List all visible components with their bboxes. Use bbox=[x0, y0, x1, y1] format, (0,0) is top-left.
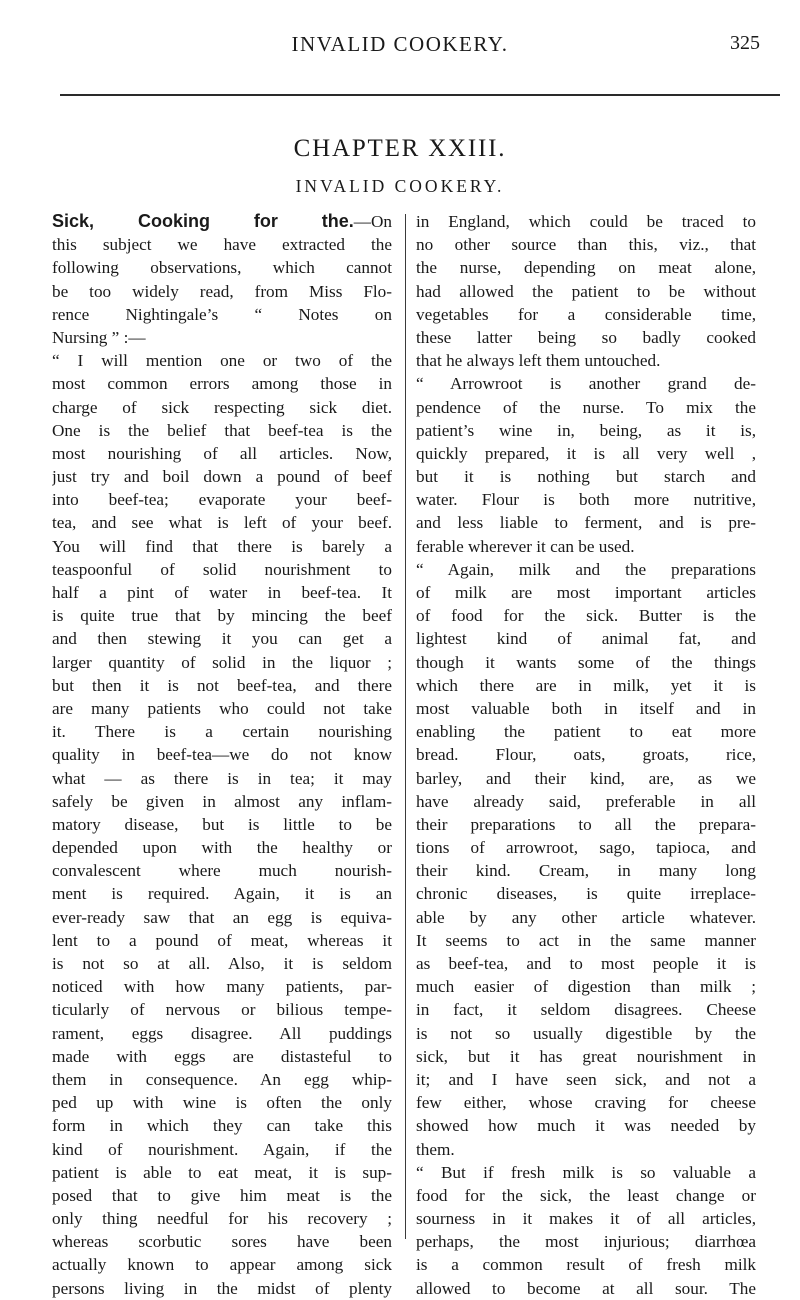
text-line: ment is required. Again, it is an bbox=[52, 884, 392, 904]
text-line: tions of arrowroot, sago, tapioca, and bbox=[416, 838, 756, 858]
text-line: showed how much it was needed by bbox=[416, 1116, 756, 1136]
text-line: the nurse, depending on meat alone, bbox=[416, 258, 756, 278]
text-line: into beef-tea; evaporate your beef- bbox=[52, 490, 392, 510]
text-line: Nursing ” :— bbox=[52, 327, 146, 347]
text-line: their kind. Cream, in many long bbox=[416, 861, 756, 881]
text-line: “ Again, milk and the preparations bbox=[416, 559, 756, 579]
text-line: able by any other article whatever. bbox=[416, 907, 756, 927]
text-line: made with eggs are distasteful to bbox=[52, 1046, 392, 1066]
text-line: whereas scorbutic sores have been bbox=[52, 1232, 392, 1252]
text-line: is a common result of fresh milk bbox=[416, 1255, 756, 1275]
text-line: larger quantity of solid in the liquor ; bbox=[52, 652, 392, 672]
text-line: lent to a pound of meat, whereas it bbox=[52, 930, 392, 950]
text-line: convalescent where much nourish- bbox=[52, 861, 392, 881]
text-line: vegetables for a considerable time, bbox=[416, 304, 756, 324]
text-line: just try and boil down a pound of beef bbox=[52, 467, 392, 487]
text-line: ever-ready saw that an egg is equiva- bbox=[52, 907, 392, 927]
text-line: ticularly of nervous or bilious tempe- bbox=[52, 1000, 392, 1020]
text-line: this subject we have extracted the bbox=[52, 235, 392, 255]
text-line: persons living in the midst of plenty bbox=[52, 1278, 392, 1298]
text-line: them. bbox=[416, 1139, 455, 1159]
text-line: following observations, which cannot bbox=[52, 258, 392, 278]
text-line: enabling the patient to eat more bbox=[416, 722, 756, 742]
text-line: it. There is a certain nourishing bbox=[52, 722, 392, 742]
text-line: is not so usually digestible by the bbox=[416, 1023, 756, 1043]
text-line: sourness in it makes it of all articles, bbox=[416, 1209, 756, 1229]
text-line: their preparations to all the prepara- bbox=[416, 814, 756, 834]
text-line: kind of nourishment. Again, if the bbox=[52, 1139, 392, 1159]
text-line: bread. Flour, oats, groats, rice, bbox=[416, 745, 756, 765]
text-line: be too widely read, from Miss Flo- bbox=[52, 281, 392, 301]
text-line: these latter being so badly cooked bbox=[416, 327, 756, 347]
text-line: depended upon with the healthy or bbox=[52, 838, 392, 858]
text-line: but then it is not beef-tea, and there bbox=[52, 675, 392, 695]
text-line: charge of sick respecting sick diet. bbox=[52, 397, 392, 417]
text-line: most valuable both in itself and in bbox=[416, 698, 756, 718]
right-column bbox=[416, 210, 756, 1300]
text-line: barley, and their kind, are, as we bbox=[416, 768, 756, 788]
text-line: and less liable to ferment, and is pre- bbox=[416, 513, 756, 533]
text-line: what — as there is in tea; it may bbox=[52, 768, 392, 788]
page-number: 325 bbox=[730, 32, 760, 54]
text-line: and then stewing it you can get a bbox=[52, 629, 392, 649]
text-line: “ I will mention one or two of the bbox=[52, 351, 392, 371]
text-line: ferable wherever it can be used. bbox=[416, 536, 635, 556]
text-line: allowed to become at all sour. The bbox=[416, 1278, 756, 1298]
text-line: pendence of the nurse. To mix the bbox=[416, 397, 756, 417]
text-line: no other source than this, viz., that bbox=[416, 235, 756, 255]
text-line: have already said, preferable in all bbox=[416, 791, 756, 811]
section-lead-in: Sick, Cooking for the. bbox=[52, 211, 354, 231]
text-line: in fact, it seldom disagrees. Cheese bbox=[416, 1000, 756, 1020]
text-line: most common errors among those in bbox=[52, 374, 392, 394]
text-line: “ But if fresh milk is so valuable a bbox=[416, 1162, 756, 1182]
text-line: quickly prepared, it is all very well , bbox=[416, 443, 756, 463]
running-header bbox=[0, 30, 800, 70]
text-line: is quite true that by mincing the beef bbox=[52, 606, 392, 626]
running-title: INVALID COOKERY. bbox=[291, 32, 509, 56]
text-line: “ Arrowroot is another grand de- bbox=[416, 374, 756, 394]
text-line: noticed with how many patients, par- bbox=[52, 977, 392, 997]
first-line bbox=[52, 210, 392, 233]
text-line: rence Nightingale’s “ Notes on bbox=[52, 304, 392, 324]
text-line: only thing needful for his recovery ; bbox=[52, 1209, 392, 1229]
column-divider bbox=[405, 214, 406, 1239]
text-line: You will find that there is barely a bbox=[52, 536, 392, 556]
text-line: half a pint of water in beef-tea. It bbox=[52, 583, 392, 602]
text-line: posed that to give him meat is the bbox=[52, 1185, 392, 1205]
text-line: actually known to appear among sick bbox=[52, 1255, 392, 1275]
text-line: quality in beef-tea—we do not know bbox=[52, 745, 392, 765]
first-line-rest: —On bbox=[353, 212, 392, 231]
text-line: matory disease, but is little to be bbox=[52, 814, 392, 834]
text-line: few either, whose craving for cheese bbox=[416, 1093, 756, 1113]
text-line: that he always left them untouched. bbox=[416, 351, 661, 371]
text-line: had allowed the patient to be without bbox=[416, 281, 756, 301]
text-line: patient’s wine in, being, as it is, bbox=[416, 420, 756, 440]
text-line: them in consequence. An egg whip- bbox=[52, 1069, 392, 1089]
text-line: much easier of digestion than milk ; bbox=[416, 977, 756, 997]
text-line: though it wants some of the things bbox=[416, 652, 756, 672]
text-line: in England, which could be traced to bbox=[416, 212, 756, 231]
text-line: food for the sick, the least change or bbox=[416, 1185, 756, 1205]
header-rule bbox=[60, 94, 780, 96]
text-line: safely be given in almost any inflam- bbox=[52, 791, 392, 811]
chapter-subtitle: INVALID COOKERY. bbox=[295, 176, 505, 196]
text-line: tea, and see what is left of your beef. bbox=[52, 513, 392, 533]
text-line: form in which they can take this bbox=[52, 1116, 392, 1136]
text-line: patient is able to eat meat, it is sup- bbox=[52, 1162, 392, 1182]
text-line: It seems to act in the same manner bbox=[416, 930, 756, 950]
text-line: One is the belief that beef-tea is the bbox=[52, 420, 392, 440]
text-line: it; and I have seen sick, and not a bbox=[416, 1069, 756, 1089]
text-line: but it is nothing but starch and bbox=[416, 467, 756, 487]
text-line: are many patients who could not take bbox=[52, 698, 392, 718]
text-line: chronic diseases, is quite irreplace- bbox=[416, 884, 756, 904]
text-line: ped up with wine is often the only bbox=[52, 1093, 392, 1113]
left-column bbox=[52, 210, 392, 1300]
text-line: of food for the sick. Butter is the bbox=[416, 606, 756, 626]
text-line: is not so at all. Also, it is seldom bbox=[52, 954, 392, 973]
text-line: which there are in milk, yet it is bbox=[416, 675, 756, 695]
text-line: sick, but it has great nourishment in bbox=[416, 1046, 756, 1066]
chapter-heading: CHAPTER XXIII. bbox=[293, 135, 507, 162]
text-line: most nourishing of all articles. Now, bbox=[52, 443, 392, 463]
text-line: of milk are most important articles bbox=[416, 583, 756, 602]
text-line: as beef-tea, and to most people it is bbox=[416, 954, 756, 973]
text-line: perhaps, the most injurious; diarrhœa bbox=[416, 1232, 756, 1252]
text-line: rament, eggs disagree. All puddings bbox=[52, 1023, 392, 1043]
text-line: lightest kind of animal fat, and bbox=[416, 629, 756, 649]
text-line: water. Flour is both more nutritive, bbox=[416, 490, 756, 510]
text-line: teaspoonful of solid nourishment to bbox=[52, 559, 392, 579]
